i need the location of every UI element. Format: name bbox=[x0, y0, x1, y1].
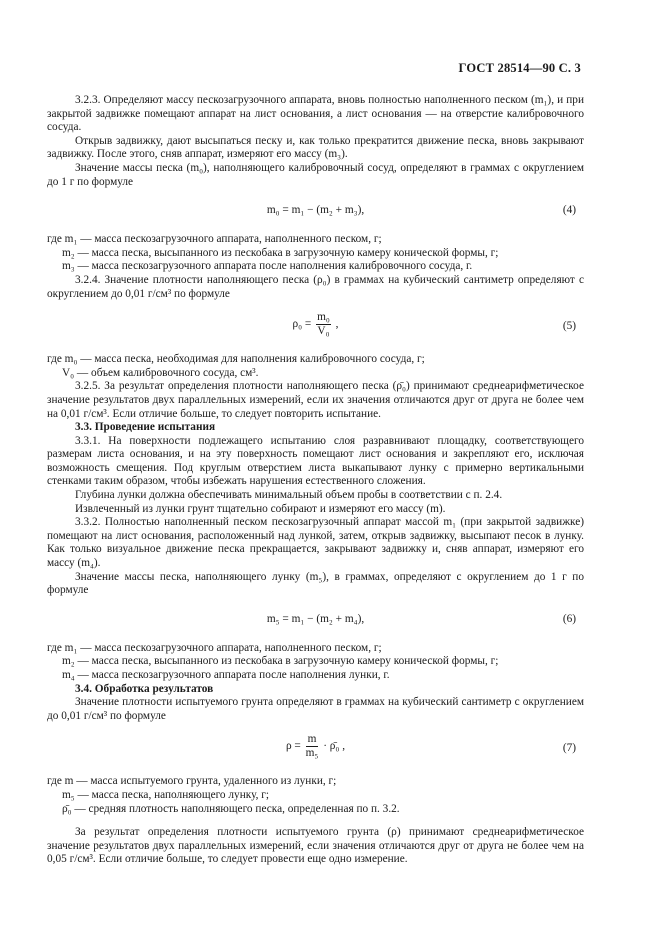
formula-5-denominator: V₀ bbox=[317, 325, 330, 338]
paragraph-open-valve: Открыв задвижку, дают высыпаться песку и, как только прекратится движение песка, вновь закрывают задвижку. После этого, сняв аппарат, измеряют его массу (m₃). bbox=[47, 134, 584, 161]
definition-line: где m — масса испытуемого грунта, удаленного из лунки, г; bbox=[47, 775, 337, 788]
formula-7-fraction bbox=[306, 733, 319, 760]
formula-5 bbox=[47, 307, 584, 347]
paragraph-soil-mass: Извлеченный из лунки грунт тщательно собирают и измеряют его массу (m). bbox=[75, 502, 446, 515]
definition-line: ρ̄₀ — средняя плотность наполняющего песка, определенная по п. 3.2. bbox=[62, 802, 400, 815]
formula-7-number: (7) bbox=[562, 742, 576, 755]
formula-5-rhs: , bbox=[335, 318, 339, 331]
formula-6-expression: m₅ = m₁ − (m₂ + m₄), bbox=[266, 612, 365, 625]
formula-7-rhs: · ρ̄₀ , bbox=[323, 740, 346, 753]
definition-line: m₂ — масса песка, высыпанного из пескобака в загрузочную камеру конической формы, г; bbox=[62, 655, 499, 668]
formula-5-expression bbox=[47, 311, 584, 338]
definition-line: V₀ — объем калибровочного сосуда, см³. bbox=[62, 366, 259, 379]
definition-line: m₅ — масса песка, наполняющего лунку, г; bbox=[62, 788, 270, 801]
paragraph-density: Значение плотности испытуемого грунта определяют в граммах на кубический сантиметр с округлением до 0,01 г/см³ по формуле bbox=[47, 696, 584, 722]
definition-line: m₃ — масса пескозагрузочного аппарата после наполнения калибровочного сосуда, г. bbox=[62, 260, 473, 273]
formula-7-denominator: m₅ bbox=[305, 747, 319, 760]
formula-4 bbox=[47, 197, 584, 225]
paragraph-3-2-5: 3.2.5. За результат определения плотности наполняющего песка (ρ̄₀) принимают среднеарифметическое значение результатов двух параллельных измерений, если их значения отличаются друг от друга не более чем на 0,01 г/см³. Если отличие больше, то следует повторить испытание. bbox=[47, 380, 584, 420]
formula-7 bbox=[47, 729, 584, 769]
paragraph-3-3-2: 3.3.2. Полностью наполненный песком пескозагрузочный аппарат массой m₁ (при закрытой задвижке) помещают на лист основания, расположенный над лункой, затем, открыв задвижку, высыпают песок в лунку. Как только визуальное движение песка прекращается, закрывают задвижку и, сняв аппарат, измеряют его массу (m₄). bbox=[47, 516, 584, 570]
definition-line: m₄ — масса пескозагрузочного аппарата после наполнения лунки, г. bbox=[62, 669, 390, 681]
formula-4-definitions bbox=[47, 233, 584, 274]
formula-5-fraction bbox=[316, 311, 331, 338]
formula-6-definitions bbox=[47, 642, 584, 683]
formula-6 bbox=[47, 606, 584, 634]
paragraph-mass-m5: Значение массы песка, наполняющего лунку (m₅), в граммах, определяют с округлением до 1 г по формуле bbox=[47, 570, 584, 597]
definition-line: m₂ — масса песка, высыпанного из пескобака в загрузочную камеру конической формы, г; bbox=[62, 246, 499, 259]
definition-line: где m₁ — масса пескозагрузочного аппарата, наполненного песком, г; bbox=[47, 233, 382, 246]
document-body bbox=[47, 94, 584, 867]
definition-line: где m₀ — масса песка, необходимая для наполнения калибровочного сосуда, г; bbox=[47, 353, 425, 366]
formula-5-numerator: m₀ bbox=[317, 311, 330, 324]
paragraph-3-2-4: 3.2.4. Значение плотности наполняющего песка (ρ₀) в граммах на кубический сантиметр определяют с округлением до 0,01 г/см³ по формуле bbox=[47, 273, 584, 300]
formula-6-number: (6) bbox=[562, 612, 576, 625]
formula-5-number: (5) bbox=[562, 320, 576, 333]
paragraph-result: За результат определения плотности испытуемого грунта (ρ) принимают среднеарифметическое значение результатов двух параллельных измерений, если значения отличаются друг от друга не более чем на 0,05 г/см³. Если отличие больше, то следует провести еще одно измерение. bbox=[47, 826, 584, 866]
formula-4-expression: m₀ = m₁ − (m₂ + m₃), bbox=[266, 204, 365, 217]
definition-line: где m₁ — масса пескозагрузочного аппарата, наполненного песком, г; bbox=[47, 641, 382, 654]
section-heading-3-4: 3.4. Обработка результатов bbox=[75, 682, 214, 695]
formula-7-numerator: m bbox=[307, 733, 317, 746]
formula-5-definitions bbox=[47, 353, 584, 380]
paragraph-hole-depth: Глубина лунки должна обеспечивать минимальный объем пробы в соответствии с п. 2.4. bbox=[75, 489, 503, 502]
paragraph-3-3-1: 3.3.1. На поверхности подлежащего испытанию слоя разравнивают площадку, соответствующего размерам листа основания, и на эту поверхность помещают лист основания и закрепляют его, исключая возможность смещения. Под круглым отверстием листа выкапывают лунку с примерно вертикальными стенками таким образом, чтобы избежать нарушения естественного сложения. bbox=[47, 434, 584, 488]
paragraph-mass-m0: Значение массы песка (m₀), наполняющего калибровочный сосуд, определяют в граммах с округлением до 1 г по формуле bbox=[47, 161, 584, 188]
formula-7-expression bbox=[47, 733, 584, 760]
page-header: ГОСТ 28514—90 С. 3 bbox=[458, 61, 581, 75]
section-heading-3-3: 3.3. Проведение испытания bbox=[75, 421, 216, 434]
formula-7-definitions bbox=[47, 775, 584, 816]
spacer bbox=[47, 816, 584, 826]
formula-5-lhs: ρ₀ = bbox=[292, 318, 312, 331]
formula-4-number: (4) bbox=[562, 204, 576, 217]
formula-7-lhs: ρ = bbox=[285, 740, 301, 753]
paragraph-3-2-3: 3.2.3. Определяют массу пескозагрузочного аппарата, вновь полностью наполненного песком (m₁), и при закрытой задвижке помещают аппарат на лист основания, а лист основания — на отверстие калибровочного сосуда. bbox=[47, 94, 584, 134]
